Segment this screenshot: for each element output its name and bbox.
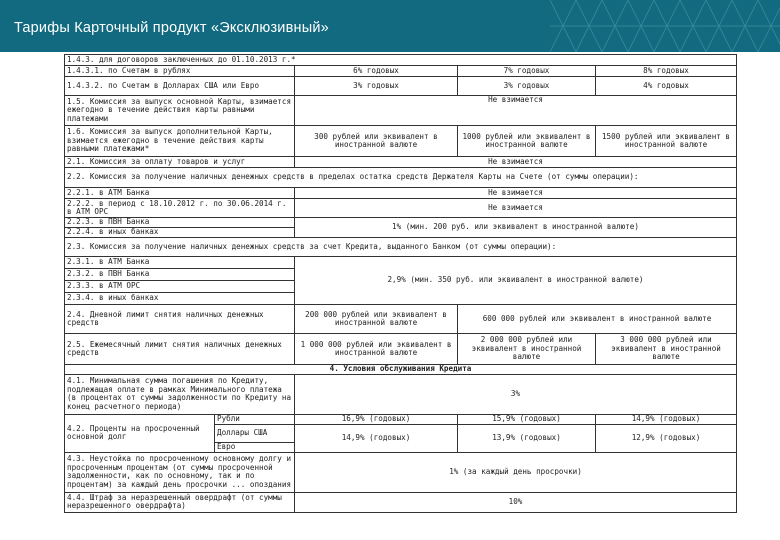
row-label: 4.2. Проценты на просроченный основной долг	[65, 414, 215, 452]
table-row	[65, 334, 737, 365]
table-row	[65, 157, 737, 168]
table-row	[65, 452, 737, 492]
cell-value: 10%	[295, 492, 737, 512]
row-label: 2.2.1. в АТМ Банка	[65, 188, 295, 199]
section-heading: 4. Условия обслуживания Кредита	[65, 365, 737, 375]
row-label: 4.3. Неустойка по просроченному основному долгу и просроченным процентам (от суммы просроченной задолженности, как по основному, так и по процентам) за каждый день просрочки ... опоздания	[65, 452, 295, 492]
row-label: 1.4.3. для договоров заключенных до 01.10.2013 г.*	[65, 55, 737, 66]
row-label: 2.3. Комиссия за получение наличных денежных средств за счет Кредита, выданного Банком (от суммы операции):	[65, 238, 737, 257]
cell-value: 1% (мин. 200 руб. или эквивалент в иностранной валюте)	[295, 218, 737, 238]
table-row	[65, 168, 737, 188]
row-label: 4.4. Штраф за неразрешенный овердрафт (от суммы неразрешенного овердрафта)	[65, 492, 295, 512]
cell-value: 3% годовых	[295, 77, 458, 96]
table-row	[65, 238, 737, 257]
currency-label: Рубли	[215, 414, 295, 424]
decorative-pattern	[550, 0, 780, 52]
row-label: 2.2. Комиссия за получение наличных денежных средств в пределах остатка средств Держателя Карты на Счете (от суммы операции):	[65, 168, 737, 188]
row-label: 2.2.3. в ПВН Банка	[65, 218, 295, 228]
cell-value: Не взимается	[295, 199, 737, 218]
table-row	[65, 126, 737, 157]
table-row	[65, 77, 737, 96]
cell-value: 1 000 000 рублей или эквивалент в иностранной валюте	[295, 334, 458, 365]
table-row	[65, 199, 737, 218]
table-row	[65, 55, 737, 66]
cell-value: Не взимается	[295, 188, 737, 199]
row-label: 1.4.3.1. по Счетам в рублях	[65, 66, 295, 77]
table-row	[65, 374, 737, 414]
cell-value: 12,9% (годовых)	[596, 424, 737, 452]
cell-value: 1000 рублей или эквивалент в иностранной валюте	[458, 126, 596, 157]
row-label: 2.5. Ежемесячный лимит снятия наличных денежных средств	[65, 334, 295, 365]
cell-value: 8% годовых	[596, 66, 737, 77]
cell-value: 3%	[295, 374, 737, 414]
table-row	[65, 257, 737, 269]
table-row	[65, 414, 737, 424]
table-row	[65, 188, 737, 199]
row-label: 1.4.3.2. по Счетам в Долларах США или Евро	[65, 77, 295, 96]
tariff-table	[64, 54, 737, 513]
row-label: 2.3.4. в иных банках	[65, 293, 295, 305]
row-label: 2.2.4. в иных банках	[65, 228, 295, 238]
row-label: 2.2.2. в период с 18.10.2012 г. по 30.06.2014 г. в АТМ ОРС	[65, 199, 295, 218]
slide-header	[0, 0, 780, 52]
cell-value: 3 000 000 рублей или эквивалент в иностранной валюте	[596, 334, 737, 365]
cell-value: 14,9% (годовых)	[295, 424, 458, 452]
row-label: 2.4. Дневной лимит снятия наличных денежных средств	[65, 305, 295, 334]
row-label: 2.3.2. в ПВН Банка	[65, 269, 295, 281]
table-row	[65, 218, 737, 228]
table-row	[65, 66, 737, 77]
table-row	[65, 365, 737, 375]
row-label: 2.3.1. в АТМ Банка	[65, 257, 295, 269]
row-label: 2.3.3. в АТМ ОРС	[65, 281, 295, 293]
cell-value: 1500 рублей или эквивалент в иностранной валюте	[596, 126, 737, 157]
row-label: 1.5. Комиссия за выпуск основной Карты, взимается ежегодно в течение действия карты равными платежами	[65, 96, 295, 126]
row-label: 4.1. Минимальная сумма погашения по Кредиту, подлежащая оплате в рамках Минимального платежа (в процентах от суммы задолженности по Кредиту на конец расчетного периода)	[65, 374, 295, 414]
cell-value: 13,9% (годовых)	[458, 424, 596, 452]
currency-label: Евро	[215, 442, 295, 452]
cell-value: 1% (за каждый день просрочки)	[295, 452, 737, 492]
tariff-document	[64, 54, 744, 540]
currency-label: Доллары США	[215, 424, 295, 442]
row-label: 2.1. Комиссия за оплату товаров и услуг	[65, 157, 295, 168]
table-row	[65, 305, 737, 334]
cell-value: Не взимается	[295, 157, 737, 168]
row-label: 1.6. Комиссия за выпуск дополнительной Карты, взимается ежегодно в течение действия карты равными платежами*	[65, 126, 295, 157]
cell-value: 2 000 000 рублей или эквивалент в иностранной валюте	[458, 334, 596, 365]
cell-value: Не взимается	[295, 96, 737, 126]
cell-value: 3% годовых	[458, 77, 596, 96]
table-row	[65, 96, 737, 126]
cell-value: 7% годовых	[458, 66, 596, 77]
cell-value: 200 000 рублей или эквивалент в иностранной валюте	[295, 305, 458, 334]
cell-value: 14,9% (годовых)	[596, 414, 737, 424]
cell-value: 16,9% (годовых)	[295, 414, 458, 424]
table-row	[65, 492, 737, 512]
cell-value: 6% годовых	[295, 66, 458, 77]
cell-value: 4% годовых	[596, 77, 737, 96]
slide-title: Тарифы Карточный продукт «Эксклюзивный»	[14, 20, 329, 36]
cell-value: 2,9% (мин. 350 руб. или эквивалент в иностранной валюте)	[295, 257, 737, 305]
cell-value: 300 рублей или эквивалент в иностранной валюте	[295, 126, 458, 157]
cell-value: 15,9% (годовых)	[458, 414, 596, 424]
cell-value: 600 000 рублей или эквивалент в иностранной валюте	[458, 305, 737, 334]
